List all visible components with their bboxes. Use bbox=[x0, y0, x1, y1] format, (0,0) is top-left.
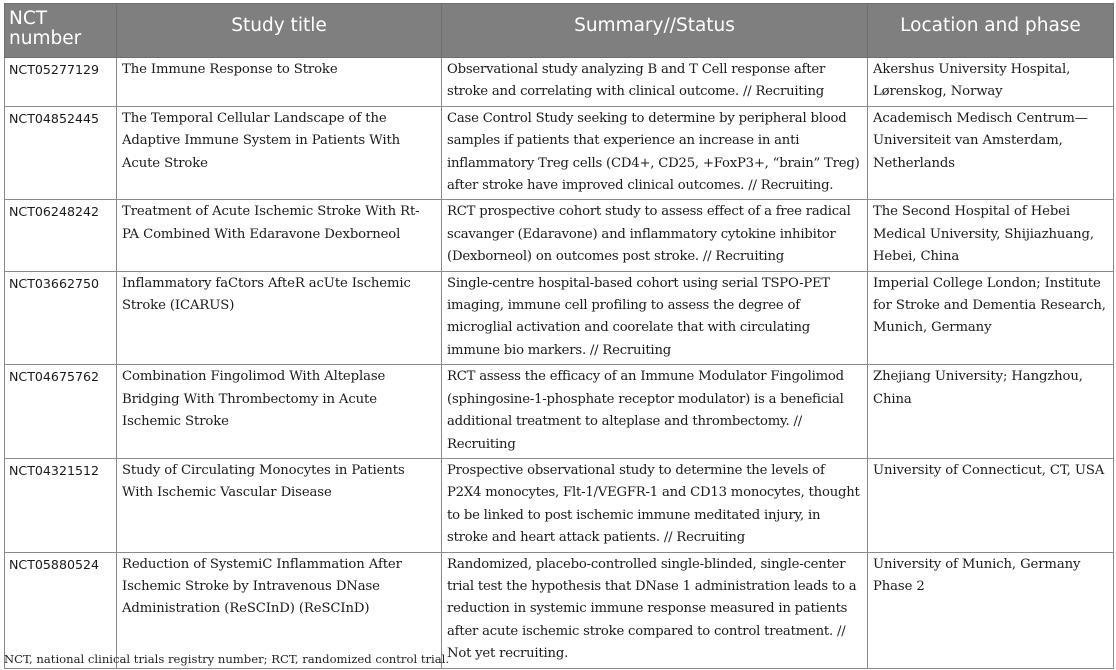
table-row bbox=[5, 200, 1114, 271]
nct-number-cell: NCT04321512 bbox=[5, 458, 117, 552]
summary-status-cell: Observational study analyzing B and T Cell response after stroke and correlating with clinical outcome. // Recruiting bbox=[442, 58, 868, 107]
header-summary-status: Summary//Status bbox=[442, 4, 868, 58]
clinical-trials-table bbox=[4, 3, 1114, 669]
study-title-cell: The Temporal Cellular Landscape of the Adaptive Immune System in Patients With Acute Stroke bbox=[117, 106, 442, 200]
table-row bbox=[5, 58, 1114, 107]
header-location-phase: Location and phase bbox=[868, 4, 1114, 58]
summary-status-cell: Single-centre hospital-based cohort using serial TSPO-PET imaging, immune cell profiling to assess the degree of microglial activation and coorelate that with circulating immune bio markers. // Recruiting bbox=[442, 271, 868, 365]
nct-number-cell: NCT04852445 bbox=[5, 106, 117, 200]
table-footnote: NCT, national clinical trials registry number; RCT, randomized control trial. bbox=[4, 652, 450, 666]
nct-number-cell: NCT03662750 bbox=[5, 271, 117, 365]
summary-status-cell: RCT assess the efficacy of an Immune Modulator Fingolimod (sphingosine-1-phosphate receptor modulator) is a beneficial additional treatment to alteplase and thrombectomy. // Recruiting bbox=[442, 365, 868, 459]
study-title-cell: Combination Fingolimod With Alteplase Bridging With Thrombectomy in Acute Ischemic Stroke bbox=[117, 365, 442, 459]
study-title-cell: Inflammatory faCtors AfteR acUte Ischemic Stroke (ICARUS) bbox=[117, 271, 442, 365]
table-row bbox=[5, 271, 1114, 365]
summary-status-cell: Case Control Study seeking to determine by peripheral blood samples if patients that experience an increase in anti inflammatory Treg cells (CD4+, CD25, +FoxP3+, “brain” Treg) after stroke have improved clinical outcomes. // Recruiting. bbox=[442, 106, 868, 200]
table-header-row bbox=[5, 4, 1114, 58]
nct-number-cell: NCT06248242 bbox=[5, 200, 117, 271]
study-title-cell: Study of Circulating Monocytes in Patients With Ischemic Vascular Disease bbox=[117, 458, 442, 552]
location-phase-cell: Imperial College London; Institute for Stroke and Dementia Research, Munich, Germany bbox=[868, 271, 1114, 365]
location-phase-cell: University of Munich, Germany Phase 2 bbox=[868, 552, 1114, 668]
location-phase-cell: Academisch Medisch Centrum—Universiteit van Amsterdam, Netherlands bbox=[868, 106, 1114, 200]
table-row bbox=[5, 458, 1114, 552]
study-title-cell: Reduction of SystemiC Inflammation After Ischemic Stroke by Intravenous DNase Administration (ReSCInD) (ReSCInD) bbox=[117, 552, 442, 668]
study-title-cell: The Immune Response to Stroke bbox=[117, 58, 442, 107]
nct-number-cell: NCT04675762 bbox=[5, 365, 117, 459]
header-study-title: Study title bbox=[117, 4, 442, 58]
location-phase-cell: Akershus University Hospital, Lørenskog, Norway bbox=[868, 58, 1114, 107]
table-row bbox=[5, 106, 1114, 200]
location-phase-cell: University of Connecticut, CT, USA bbox=[868, 458, 1114, 552]
location-phase-cell: The Second Hospital of Hebei Medical University, Shijiazhuang, Hebei, China bbox=[868, 200, 1114, 271]
table-row bbox=[5, 365, 1114, 459]
location-phase-cell: Zhejiang University; Hangzhou, China bbox=[868, 365, 1114, 459]
summary-status-cell: Randomized, placebo-controlled single-blinded, single-center trial test the hypothesis that DNase 1 administration leads to a reduction in systemic immune response measured in patients after acute ischemic stroke compared to control treatment. // Not yet recruiting. bbox=[442, 552, 868, 668]
table-row bbox=[5, 552, 1114, 668]
summary-status-cell: Prospective observational study to determine the levels of P2X4 monocytes, Flt-1/VEGFR-1 and CD13 monocytes, thought to be linked to post ischemic immune meditated injury, in stroke and heart attack patients. // Recruiting bbox=[442, 458, 868, 552]
summary-status-cell: RCT prospective cohort study to assess effect of a free radical scavanger (Edaravone) and inflammatory cytokine inhibitor (Dexborneol) on outcomes post stroke. // Recruiting bbox=[442, 200, 868, 271]
nct-number-cell: NCT05277129 bbox=[5, 58, 117, 107]
nct-number-cell: NCT05880524 bbox=[5, 552, 117, 668]
header-nct-number: NCT number bbox=[5, 4, 117, 58]
study-title-cell: Treatment of Acute Ischemic Stroke With Rt-PA Combined With Edaravone Dexborneol bbox=[117, 200, 442, 271]
